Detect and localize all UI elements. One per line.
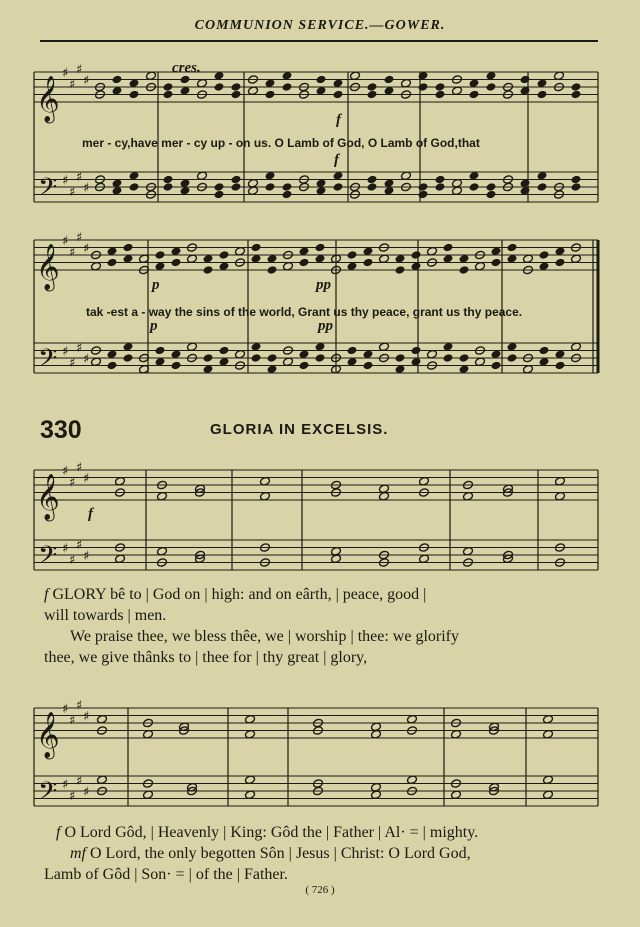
dynamic-mark: mf (70, 845, 86, 862)
chant-text-2 (44, 822, 600, 885)
chant-line: will towards | men. (44, 607, 167, 624)
svg-text:♯: ♯ (83, 471, 90, 487)
dynamic-forte-bass: f (334, 152, 339, 168)
page-number: ( 726 ) (305, 884, 335, 896)
svg-text:♯: ♯ (76, 698, 83, 714)
dynamic-pianissimo: pp (316, 277, 331, 293)
dynamic-cres: cres. (172, 60, 201, 76)
chant-line: Lamb of Gôd | Son· = | of the | Father. (44, 866, 288, 883)
dynamic-forte-chant: f (88, 506, 93, 522)
chant-line-text: GLORY bê to | God on | high: and on eârth, | peace, good | (52, 586, 427, 603)
chant-line (44, 822, 600, 843)
hymn-title: GLORIA IN EXCELSIS. (210, 421, 389, 438)
chant-line-text: We praise thee, we bless thêe, we | worship | thee: we glorify (70, 628, 459, 645)
dynamic-forte: f (336, 112, 341, 128)
svg-text:♯: ♯ (69, 245, 76, 261)
svg-text:♯: ♯ (62, 344, 69, 360)
svg-text:♯: ♯ (69, 475, 76, 491)
svg-text:𝄞: 𝄞 (36, 712, 60, 758)
svg-text:♯: ♯ (69, 788, 76, 804)
svg-text:♯: ♯ (62, 173, 69, 189)
svg-text:♯: ♯ (76, 460, 83, 476)
lyrics-system-1: mer - cy,have mer - cy up - on us. O Lamb of God, O Lamb of God,that (82, 136, 480, 150)
chant-line: thee, we give thânks to | thee for | thy great | glory, (44, 649, 368, 666)
svg-text:𝄞: 𝄞 (36, 76, 60, 122)
chant-line (44, 843, 600, 864)
svg-text:♯: ♯ (83, 709, 90, 725)
dynamic-mark: f (56, 824, 61, 841)
dynamic-mark: f (44, 586, 49, 603)
svg-text:♯: ♯ (83, 181, 90, 196)
svg-text:♯: ♯ (83, 73, 90, 89)
chant-line (44, 584, 600, 605)
svg-text:♯: ♯ (69, 713, 76, 729)
svg-text:♯: ♯ (62, 541, 69, 557)
svg-text:𝄢: 𝄢 (38, 173, 58, 208)
svg-text:♯: ♯ (76, 169, 83, 185)
svg-text:♯: ♯ (83, 241, 90, 257)
svg-text:♯: ♯ (62, 234, 69, 249)
svg-text:♯: ♯ (62, 777, 69, 793)
hymn-number: 330 (40, 416, 82, 444)
svg-text:♯: ♯ (76, 537, 83, 553)
chant-line (44, 626, 600, 647)
svg-text:♯: ♯ (83, 352, 90, 367)
svg-text:♯: ♯ (69, 184, 76, 200)
svg-text:♯: ♯ (76, 230, 83, 246)
svg-text:𝄢: 𝄢 (38, 344, 58, 379)
svg-text:♯: ♯ (83, 549, 90, 564)
svg-text:𝄞: 𝄞 (36, 474, 60, 520)
svg-text:♯: ♯ (69, 77, 76, 93)
svg-text:♯: ♯ (69, 355, 76, 371)
chant-text-1 (44, 584, 600, 668)
svg-text:♯: ♯ (76, 773, 83, 789)
svg-text:♯: ♯ (83, 785, 90, 800)
dynamic-pianissimo-bass: pp (318, 318, 333, 334)
svg-text:♯: ♯ (62, 66, 69, 81)
svg-text:𝄢: 𝄢 (38, 541, 58, 576)
dynamic-piano: p (152, 277, 160, 293)
svg-text:𝄞: 𝄞 (36, 244, 60, 290)
running-title: COMMUNION SERVICE.—GOWER. (194, 18, 446, 33)
dynamic-piano-bass: p (150, 318, 158, 334)
svg-text:♯: ♯ (62, 702, 69, 717)
svg-text:♯: ♯ (76, 62, 83, 78)
svg-text:♯: ♯ (62, 464, 69, 479)
chant-line-text: O Lord Gôd, | Heavenly | King: Gôd the | Father | Al· = | mighty. (64, 824, 479, 841)
lyrics-system-2: tak -est a - way the sins of the world, Grant us thy peace, grant us thy peace. (86, 305, 523, 319)
svg-text:♯: ♯ (69, 552, 76, 568)
svg-text:♯: ♯ (76, 340, 83, 356)
chant-line-text: O Lord, the only begotten Sôn | Jesus | Christ: O Lord God, (90, 845, 471, 862)
svg-text:𝄢: 𝄢 (38, 777, 58, 812)
